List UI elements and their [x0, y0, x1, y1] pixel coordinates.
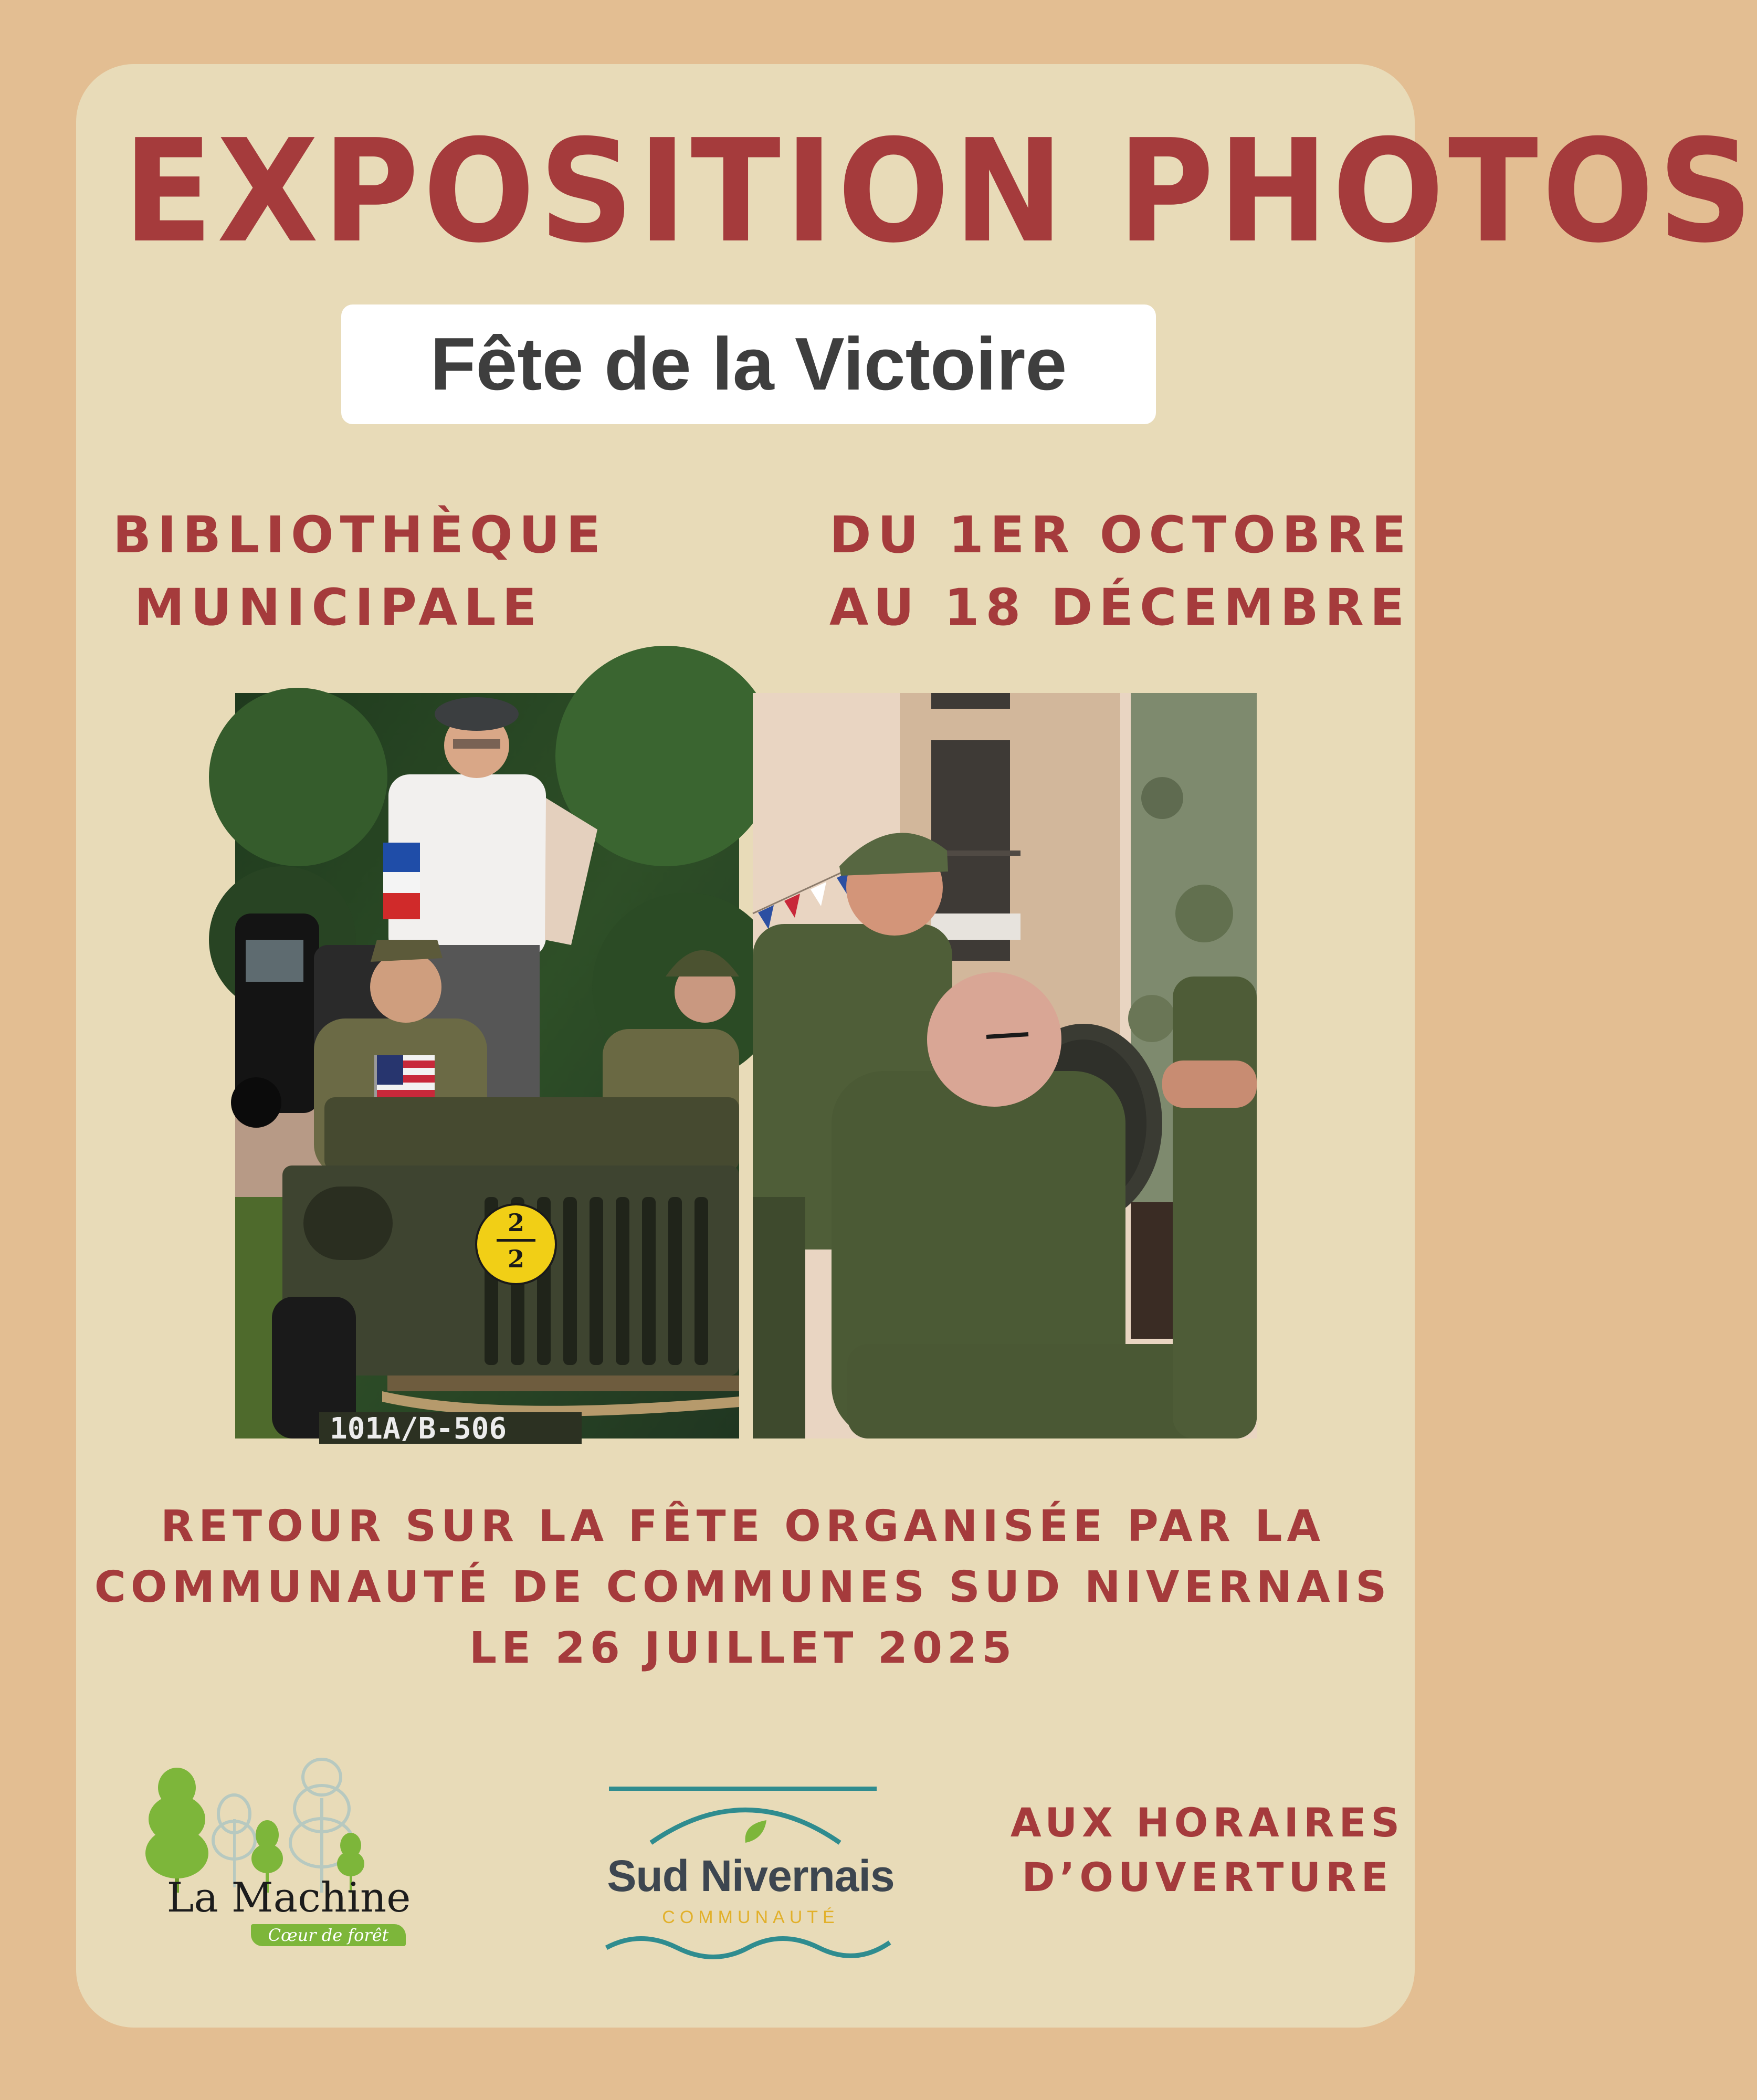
poster-subtitle: Fête de la Victoire	[430, 322, 1067, 406]
description-line-3: LE 26 JUILLET 2025	[469, 1623, 1017, 1673]
location-line-2: MUNICIPALE	[134, 578, 543, 637]
svg-text:2: 2	[507, 1209, 525, 1237]
la-machine-tagline: Cœur de forêt	[251, 1924, 406, 1946]
photo-soldiers-illustration	[753, 693, 1257, 1438]
sud-nivernais-name: Sud Nivernais	[607, 1851, 895, 1900]
description-line-2: COMMUNAUTÉ DE COMMUNES SUD NIVERNAIS	[94, 1562, 1392, 1612]
sud-nivernais-sub: COMMUNAUTÉ	[662, 1907, 839, 1927]
hours-line-2: D’OUVERTURE	[1022, 1854, 1393, 1900]
dates-block	[829, 499, 1413, 644]
svg-text:2: 2	[507, 1245, 525, 1273]
poster-title: EXPOSITION PHOTOS	[123, 109, 1757, 274]
dates-line-1: DU 1ER OCTOBRE	[829, 506, 1413, 564]
la-machine-name: La Machine	[166, 1874, 411, 1922]
location-block	[113, 499, 607, 644]
hours-line-1: AUX HORAIRES	[1010, 1799, 1405, 1846]
subtitle-box	[341, 304, 1156, 424]
dates-line-2: AU 18 DÉCEMBRE	[829, 578, 1411, 637]
jeep-plate: 101A/B-506	[330, 1412, 507, 1446]
photo-soldiers	[753, 693, 1257, 1438]
leaf-icon	[745, 1820, 767, 1843]
location-line-1: BIBLIOTHÈQUE	[113, 506, 607, 564]
tree-icon	[213, 1795, 255, 1887]
hours-block	[987, 1796, 1428, 1905]
photo-jeep-illustration	[235, 693, 739, 1446]
description-block	[84, 1496, 1402, 1679]
description-line-1: RETOUR SUR LA FÊTE ORGANISÉE PAR LA	[160, 1502, 1325, 1551]
photo-jeep-reenactors	[235, 693, 739, 1446]
